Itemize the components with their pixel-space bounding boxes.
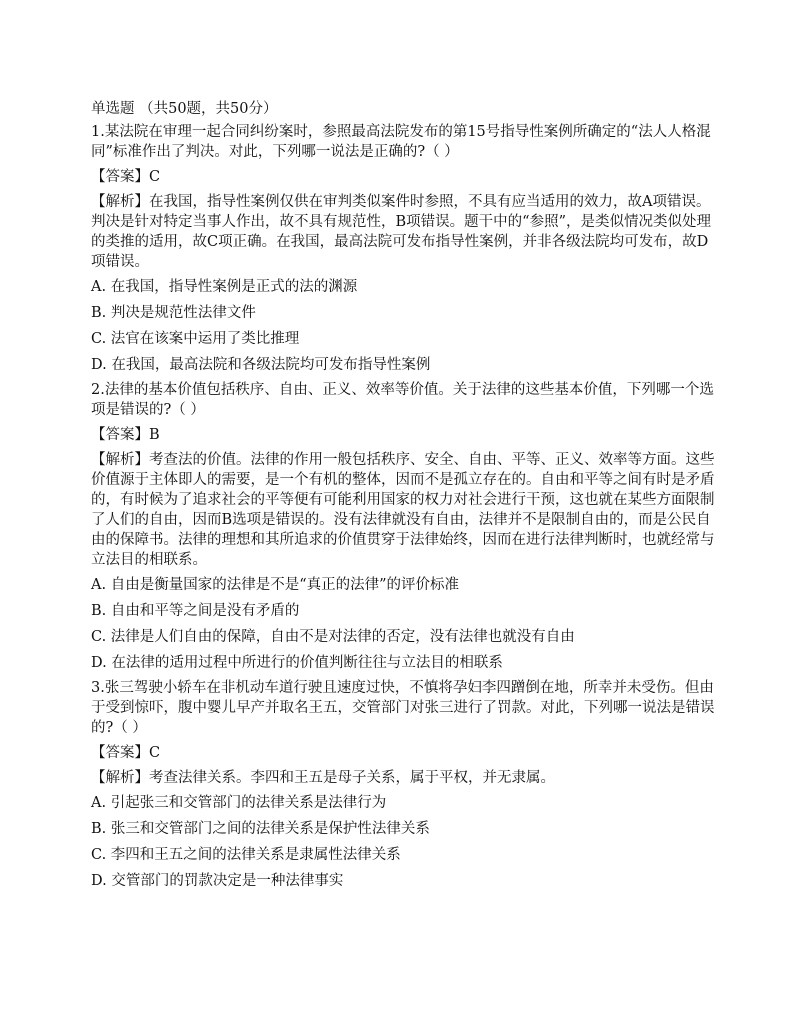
question-block (91, 678, 721, 892)
option-d: D. 在我国，最高法院和各级法院均可发布指导性案例 (91, 357, 431, 373)
question-block (91, 122, 721, 376)
answer-value: C (149, 745, 161, 761)
section-title: 单选题 （共50题，共50分） (91, 101, 278, 117)
option-a: A. 自由是衡量国家的法律是不是“真正的法律”的评价标准 (91, 577, 460, 593)
analysis-text (91, 450, 721, 570)
option-b: B. 张三和交管部门之间的法律关系是保护性法律关系 (91, 821, 430, 837)
analysis-text (91, 192, 721, 272)
option-c: C. 法官在该案中运用了类比推理 (91, 331, 300, 347)
answer-line (91, 166, 721, 188)
analysis-label: 【解析】 (91, 194, 149, 210)
option-a: A. 在我国，指导性案例是正式的法的渊源 (91, 279, 358, 295)
option-d: D. 交管部门的罚款决定是一种法律事实 (91, 873, 344, 889)
question-block (91, 380, 721, 674)
question-text: 1.某法院在审理一起合同纠纷案时，参照最高法院发布的第15号指导性案例所确定的“法人人格混同”标准作出了判决。对此，下列哪一说法是正确的?（ ） (91, 124, 711, 160)
answer-line (91, 742, 721, 764)
answer-label: 【答案】 (91, 169, 149, 185)
analysis-label: 【解析】 (91, 452, 149, 468)
answer-line (91, 424, 721, 446)
option-b: B. 判决是规范性法律文件 (91, 305, 256, 321)
analysis-body: 考查法律关系。李四和王五是母子关系，属于平权，并无隶属。 (149, 770, 555, 786)
option-c: C. 法律是人们自由的保障，自由不是对法律的否定，没有法律也就没有自由 (91, 629, 575, 645)
option-d: D. 在法律的适用过程中所进行的价值判断往往与立法目的相联系 (91, 655, 503, 671)
option-a: A. 引起张三和交管部门的法律关系是法律行为 (91, 795, 387, 811)
document-page (91, 98, 721, 896)
answer-label: 【答案】 (91, 427, 149, 443)
analysis-label: 【解析】 (91, 770, 149, 786)
analysis-text (91, 768, 721, 788)
option-b: B. 自由和平等之间是没有矛盾的 (91, 603, 300, 619)
answer-value: B (149, 427, 160, 443)
answer-label: 【答案】 (91, 745, 149, 761)
option-c: C. 李四和王五之间的法律关系是隶属性法律关系 (91, 847, 401, 863)
analysis-body: 在我国，指导性案例仅供在审判类似案件时参照，不具有应当适用的效力，故A项错误。判决是针对特定当事人作出，故不具有规范性，B项错误。题干中的“参照”，是类似情况类似处理的类推的适用，故C项正确。在我国，最高法院可发布指导性案例，并非各级法院均可发布，故D项错误。 (91, 194, 711, 270)
analysis-body: 考查法的价值。法律的作用一般包括秩序、安全、自由、平等、正义、效率等方面。这些价值源于主体即人的需要，是一个有机的整体，因而不是孤立存在的。自由和平等之间有时是矛盾的，有时候为了追求社会的平等便有可能利用国家的权力对社会进行干预，这也就在某些方面限制了人们的自由，因而B选项是错误的。没有法律就没有自由，法律并不是限制自由的，而是公民自由的保障书。法律的理想和其所追求的价值贯穿于法律始终，因而在进行法律判断时，也就经常与立法目的相联系。 (91, 452, 715, 568)
answer-value: C (149, 169, 161, 185)
question-text: 2.法律的基本价值包括秩序、自由、正义、效率等价值。关于法律的这些基本价值，下列哪一个选项是错误的?（ ） (91, 382, 714, 418)
question-text: 3.张三驾驶小轿车在非机动车道行驶且速度过快，不慎将孕妇李四蹭倒在地，所幸并未受伤。但由于受到惊吓，腹中婴儿早产并取名王五，交管部门对张三进行了罚款。对此，下列哪一说法是错误的?（ ） (91, 680, 715, 736)
